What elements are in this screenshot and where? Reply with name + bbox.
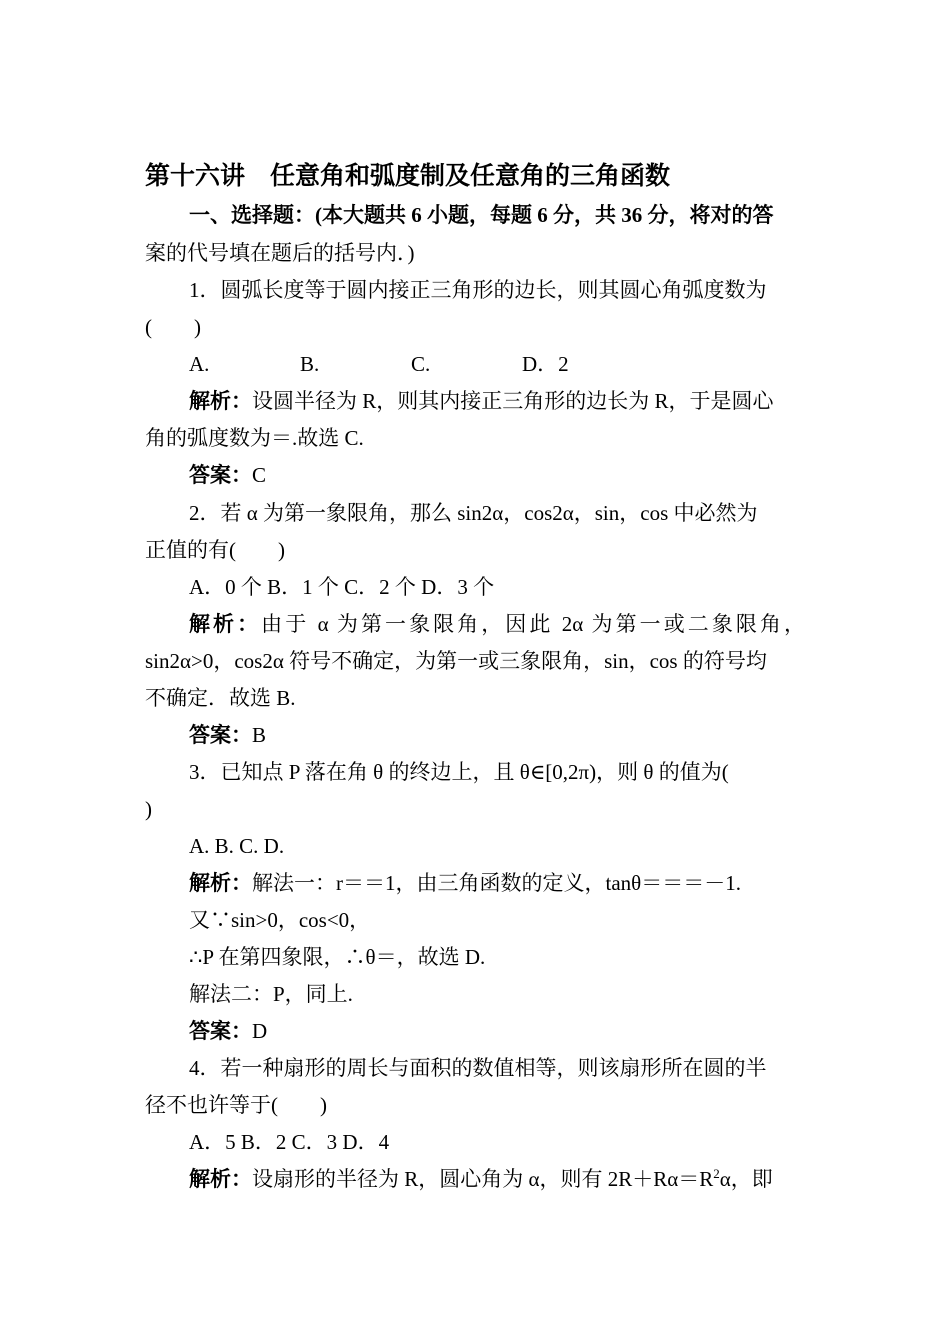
q2-analysis-text: 由于 α 为第一象限角，因此 2α 为第一或二象限角，: [261, 612, 805, 636]
q1-analysis-label: 解析：: [189, 389, 252, 413]
q4-analysis-label: 解析：: [189, 1167, 252, 1191]
q1-answer: [189, 462, 266, 488]
q3-options: A. B. C. D.: [189, 834, 285, 858]
q4-analysis-exponent: 2: [713, 1166, 720, 1181]
q3-analysis-line-4: 解法二：P，同上.: [189, 982, 353, 1006]
q2-stem-line-2: 正值的有( ): [145, 538, 285, 562]
section-heading-line-2: 案的代号填在题后的括号内．): [145, 241, 415, 265]
q4-options: A．5 B．2 C．3 D．4: [189, 1130, 390, 1154]
q3-analysis-line-1: [189, 870, 741, 896]
q1-analysis-line-2: 角的弧度数为＝.故选 C.: [145, 426, 364, 450]
page-title: 第十六讲 任意角和弧度制及任意角的三角函数: [145, 163, 671, 190]
q2-analysis-line-1: [189, 611, 805, 637]
q3-analysis-line-3: ∴P 在第四象限，∴θ＝，故选 D.: [189, 945, 486, 969]
q1-option-c: C.: [411, 352, 431, 376]
q1-answer-value: C: [252, 463, 267, 487]
q2-answer: [189, 722, 266, 748]
q2-stem-line-1: 2．若 α 为第一象限角，那么 sin2α，cos2α，sin，cos 中必然为: [189, 501, 758, 525]
q4-analysis-post: α，即: [719, 1167, 773, 1191]
q3-analysis-text: 解法一：r＝＝1，由三角函数的定义，tanθ＝＝＝－1.: [252, 871, 741, 895]
q3-analysis-label: 解析：: [189, 871, 252, 895]
q3-answer-value: D: [252, 1019, 268, 1043]
q1-analysis-text: 设圆半径为 R，则其内接正三角形的边长为 R，于是圆心: [252, 389, 774, 413]
q1-options: [189, 351, 569, 377]
q2-analysis-label: 解析：: [189, 612, 262, 636]
q3-analysis-line-2: 又∵sin>0，cos<0，: [189, 908, 371, 932]
q2-answer-label: 答案：: [189, 723, 252, 747]
q1-stem-line-2: ( ): [145, 315, 201, 339]
q1-analysis-line-1: [189, 388, 774, 414]
q2-answer-value: B: [252, 723, 267, 747]
q2-analysis-line-2: sin2α>0，cos2α 符号不确定，为第一或三象限角，sin，cos 的符号均: [145, 649, 767, 673]
q1-option-d: D．2: [522, 352, 569, 376]
q3-stem-line-2: ): [145, 797, 152, 821]
q1-stem-line-1: 1．圆弧长度等于圆内接正三角形的边长，则其圆心角弧度数为: [189, 278, 767, 302]
q1-answer-label: 答案：: [189, 463, 252, 487]
q4-stem-line-1: 4．若一种扇形的周长与面积的数值相等，则该扇形所在圆的半: [189, 1056, 767, 1080]
q3-answer-label: 答案：: [189, 1019, 252, 1043]
q4-analysis-pre: 设扇形的半径为 R，圆心角为 α，则有 2R＋Rα＝R: [252, 1167, 714, 1191]
q2-analysis-line-3: 不确定．故选 B.: [145, 686, 296, 710]
q2-options: A．0 个 B．1 个 C．2 个 D．3 个: [189, 575, 495, 599]
section-heading-line-1: 一、选择题：(本大题共 6 小题，每题 6 分，共 36 分，将对的答: [189, 203, 774, 227]
q3-answer: [189, 1018, 267, 1044]
q4-stem-line-2: 径不也许等于( ): [145, 1093, 327, 1117]
q3-stem-line-1: 3．已知点 P 落在角 θ 的终边上，且 θ∈[0,2π)，则 θ 的值为(: [189, 760, 729, 784]
q1-option-a: A.: [189, 352, 210, 376]
q4-analysis-line-1: [189, 1166, 773, 1192]
q1-option-b: B.: [300, 352, 320, 376]
